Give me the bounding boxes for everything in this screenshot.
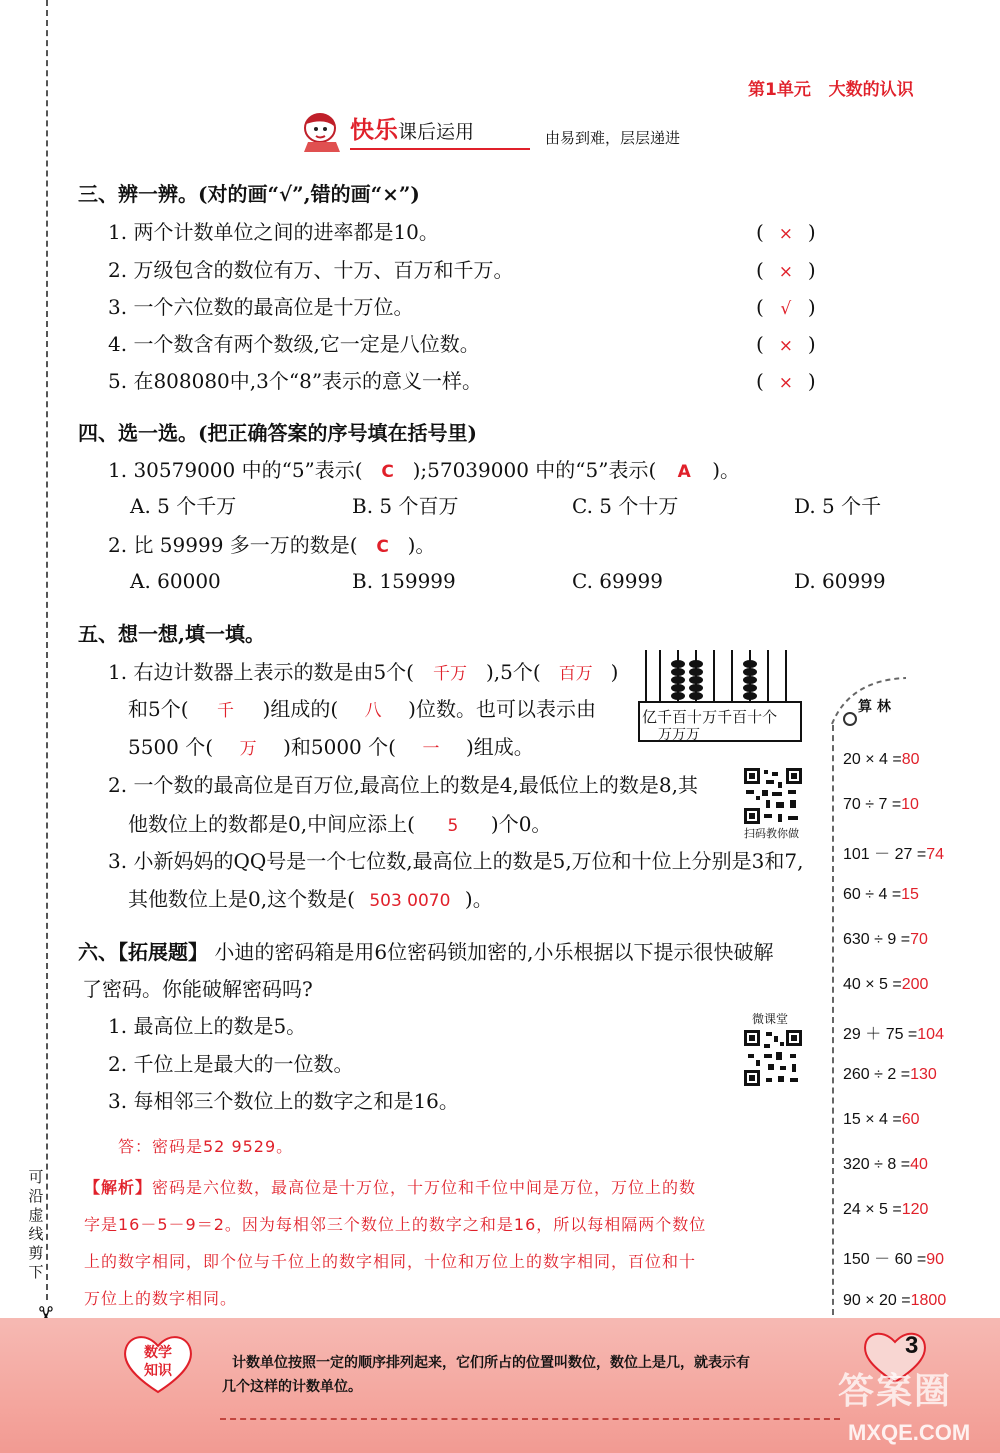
q4-1-option-a: A. 5 个千万: [130, 494, 237, 518]
cut-line: [46, 0, 48, 1300]
q4-2-option-c: C. 69999: [572, 569, 663, 593]
side-divider: [832, 725, 834, 1315]
q5-1-line-1: 1. 右边计数器上表示的数是由5个( 千万 ),5个( 百万 ): [108, 660, 619, 684]
section-brand: 快乐课后运用: [350, 116, 475, 144]
q3-1: 1. 两个计数单位之间的进率都是10。: [108, 220, 439, 244]
watermark-url: MXQE.COM: [848, 1420, 971, 1445]
arith-9: 15 × 4 =60: [843, 1111, 920, 1128]
arith-12: 150 － 60 =90: [843, 1251, 944, 1268]
q4-2-option-b: B. 159999: [352, 569, 456, 593]
q5-2-line-1: 2. 一个数的最高位是百万位,最高位上的数是4,最低位上的数是8,其: [108, 773, 698, 797]
q5-1-line-2: 和5个( 千 )组成的( 八 )位数。也可以表示由: [128, 697, 596, 721]
arith-8: 260 ÷ 2 =130: [843, 1066, 937, 1083]
arith-3: 101 － 27 =74: [843, 846, 944, 863]
abacus: [638, 646, 802, 742]
hint-2: 2. 千位上是最大的一位数。: [108, 1052, 354, 1076]
q3-4: 4. 一个数含有两个数级,它一定是八位数。: [108, 332, 480, 356]
q4-1: 1. 30579000 中的“5”表示( C );57039000 中的“5”表示( A )。: [108, 458, 741, 482]
q3-2: 2. 万级包含的数位有万、十万、百万和千万。: [108, 258, 514, 282]
arith-7: 29 ＋ 75 =104: [843, 1026, 944, 1043]
side-circle-icon: [843, 712, 857, 726]
mascot-icon: [298, 110, 348, 158]
qr-code-icon[interactable]: [742, 1028, 804, 1088]
badge-text: 数学 知识: [144, 1345, 172, 1379]
side-title: 算 林: [858, 699, 891, 715]
answer-box-1: ( × ): [756, 220, 816, 244]
footer-dashed-line: [220, 1418, 840, 1420]
section-4-title: 四、选一选。(把正确答案的序号填在括号里): [78, 421, 477, 445]
footer-line-2: 几个这样的计数单位。: [222, 1379, 362, 1395]
qr-code-icon[interactable]: [742, 766, 804, 826]
q4-1-option-d: D. 5 个千: [794, 494, 882, 518]
analysis-line-4: 万位上的数字相同。: [84, 1289, 238, 1308]
arith-4: 60 ÷ 4 =15: [843, 886, 919, 903]
answer-box-4: ( × ): [756, 332, 816, 356]
q5-3-line-1: 3. 小新妈妈的QQ号是一个七位数,最高位上的数是5,万位和十位上分别是3和7,: [108, 849, 804, 873]
brand-underline: [350, 148, 530, 150]
section-6-title-2: 了密码。你能破解密码吗?: [82, 977, 313, 1001]
q5-1-line-3: 5500 个( 万 )和5000 个( 一 )组成。: [128, 735, 534, 759]
analysis-line-3: 上的数字相同，即个位与千位上的数字相同，十位和万位上的数字相同，百位和十: [84, 1252, 697, 1271]
q3-3: 3. 一个六位数的最高位是十万位。: [108, 295, 414, 319]
q4-2: 2. 比 59999 多一万的数是( C )。: [108, 533, 436, 557]
q5-3-line-2: 其他数位上是0,这个数是( 503 0070 )。: [128, 887, 493, 911]
arith-1: 20 × 4 =80: [843, 751, 920, 768]
qr-caption-1: 扫码教你做: [744, 827, 799, 840]
analysis-line-2: 字是16－5－9＝2。因为每相邻三个数位上的数字之和是16，所以每相隔两个数位: [84, 1215, 707, 1234]
arith-2: 70 ÷ 7 =10: [843, 796, 919, 813]
footer-band: [0, 1318, 1000, 1453]
qr-caption-2: 微课堂: [752, 1012, 789, 1026]
arith-6: 40 × 5 =200: [843, 976, 929, 993]
unit-label: 第1单元 大数的认识: [748, 80, 914, 100]
hint-3: 3. 每相邻三个数位上的数字之和是16。: [108, 1089, 459, 1113]
q4-1-option-b: B. 5 个百万: [352, 494, 459, 518]
answer-box-5: ( × ): [756, 369, 816, 393]
page-number: 3: [905, 1332, 919, 1359]
footer-line-1: 计数单位按照一定的顺序排列起来，它们所占的位置叫数位，数位上是几，就表示有: [232, 1355, 750, 1371]
section-5-title: 五、想一想,填一填。: [78, 622, 265, 646]
analysis-line-1: 【解析】密码是六位数，最高位是十万位，十万位和千位中间是万位，万位上的数: [84, 1178, 697, 1197]
answer-box-3: ( √ ): [756, 295, 816, 319]
tagline: 由易到难，层层递进: [545, 129, 681, 147]
section-6-title: 六、【拓展题】 小迪的密码箱是用6位密码锁加密的,小乐根据以下提示很快破解: [78, 940, 774, 964]
answer-text: 答：密码是52 9529。: [118, 1137, 294, 1156]
arith-11: 24 × 5 =120: [843, 1201, 929, 1218]
hint-1: 1. 最高位上的数是5。: [108, 1014, 307, 1038]
arith-10: 320 ÷ 8 =40: [843, 1156, 928, 1173]
watermark: 答案圈: [838, 1371, 953, 1412]
abacus-labels: 亿千百十万千百十个: [642, 708, 778, 726]
q4-1-option-c: C. 5 个十万: [572, 494, 679, 518]
q3-5: 5. 在808080中,3个“8”表示的意义一样。: [108, 369, 483, 393]
q4-2-option-a: A. 60000: [130, 569, 221, 593]
answer-box-2: ( × ): [756, 258, 816, 282]
q5-2-line-2: 他数位上的数都是0,中间应添上( 5 )个0。: [128, 812, 552, 836]
abacus-sub-labels: 万万万: [658, 727, 700, 743]
cut-text: 可 沿 虚 线 剪 下: [28, 1168, 44, 1281]
arith-5: 630 ÷ 9 =70: [843, 931, 928, 948]
q4-2-option-d: D. 60999: [794, 569, 886, 593]
arith-13: 90 × 20 =1800: [843, 1292, 947, 1309]
section-3-title: 三、辨一辨。(对的画“√”,错的画“×”): [78, 182, 420, 206]
